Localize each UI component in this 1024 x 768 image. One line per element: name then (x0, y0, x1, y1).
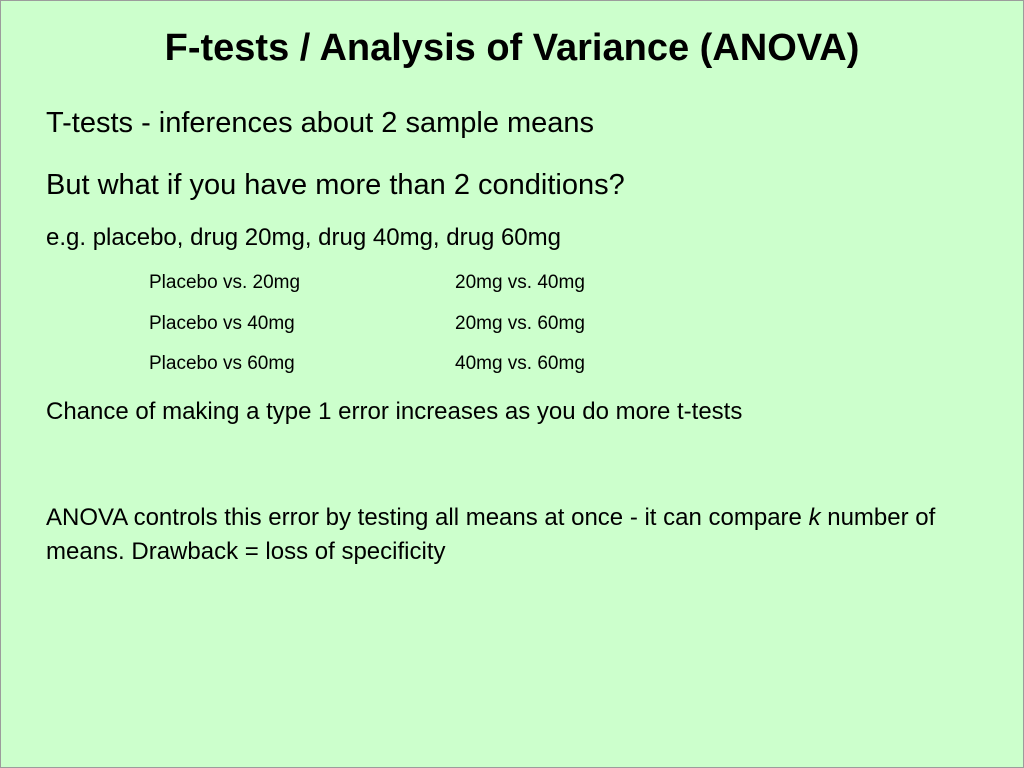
comparison-item: 20mg vs. 60mg (455, 313, 585, 334)
text-line-question: But what if you have more than 2 conditions? (46, 169, 625, 201)
anova-paragraph-k: k (808, 504, 821, 531)
comparison-item: Placebo vs. 20mg (149, 272, 301, 293)
comparison-item: Placebo vs 40mg (149, 313, 295, 334)
text-line-type1-error: Chance of making a type 1 error increases as you do more t-tests (46, 398, 743, 425)
slide-title: F-tests / Analysis of Variance (ANOVA) (164, 27, 860, 69)
anova-paragraph-part1: ANOVA controls this error by testing all means at once - it can compare (46, 504, 809, 531)
anova-paragraph-part2: number of means. Drawback = loss of specificity (46, 504, 936, 565)
comparison-item: Placebo vs 60mg (149, 353, 295, 374)
comparison-item: 20mg vs. 40mg (455, 272, 585, 293)
anova-paragraph (46, 501, 986, 569)
text-line-example: e.g. placebo, drug 20mg, drug 40mg, drug 60mg (46, 224, 561, 251)
comparison-item: 40mg vs. 60mg (455, 353, 585, 374)
text-line-ttests: T-tests - inferences about 2 sample means (46, 107, 595, 139)
